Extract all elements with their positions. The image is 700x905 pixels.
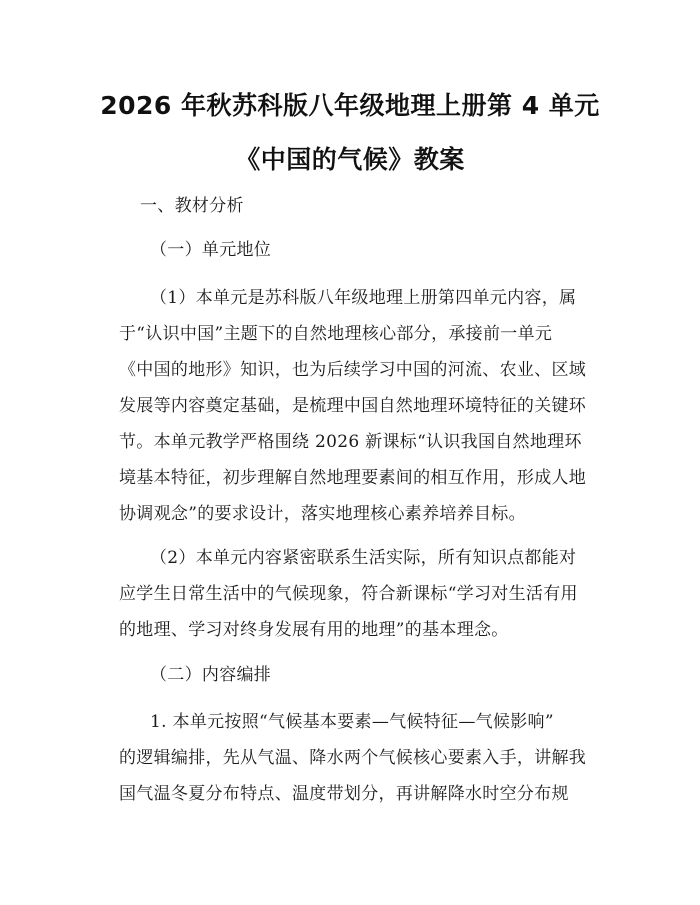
paragraph-line: 于“认识中国”主题下的自然地理核心部分，承接前一单元	[119, 324, 553, 344]
paragraph-line: 境基本特征，初步理解自然地理要素间的相互作用，形成人地	[119, 468, 587, 488]
paragraph-line: 应学生日常生活中的气候现象，符合新课标“学习对生活有用	[119, 584, 578, 604]
paragraph-line: 节。本单元教学严格围绕 2026 新课标“认识我国自然地理环	[119, 432, 582, 452]
paragraph-line: 的逻辑编排，先从气温、降水两个气候核心要素入手，讲解我	[119, 748, 587, 768]
paragraph-line: 协调观念”的要求设计，落实地理核心素养培养目标。	[119, 504, 526, 524]
paragraph-line: 发展等内容奠定基础，是梳理中国自然地理环境特征的关键环	[119, 396, 587, 416]
section-heading: 一、教材分析	[140, 196, 244, 216]
subsection-heading: （一）单元地位	[150, 240, 272, 260]
paragraph-line: （2）本单元内容紧密联系生活实际，所有知识点都能对	[150, 548, 577, 568]
paragraph-line: 《中国的地形》知识，也为后续学习中国的河流、农业、区域	[119, 360, 587, 380]
paragraph-line: （1）本单元是苏科版八年级地理上册第四单元内容，属	[150, 288, 577, 308]
paragraph-line: 1. 本单元按照“气候基本要素—气候特征—气候影响”	[150, 712, 554, 732]
paragraph-line: 国气温冬夏分布特点、温度带划分，再讲解降水时空分布规	[119, 784, 569, 804]
document-title-line1: 2026 年秋苏科版八年级地理上册第 4 单元	[100, 91, 600, 120]
paragraph-line: 的地理、学习对终身发展有用的地理”的基本理念。	[119, 620, 509, 640]
document-title-line2: 《中国的气候》教案	[235, 145, 465, 174]
subsection-heading: （二）内容编排	[150, 665, 272, 685]
